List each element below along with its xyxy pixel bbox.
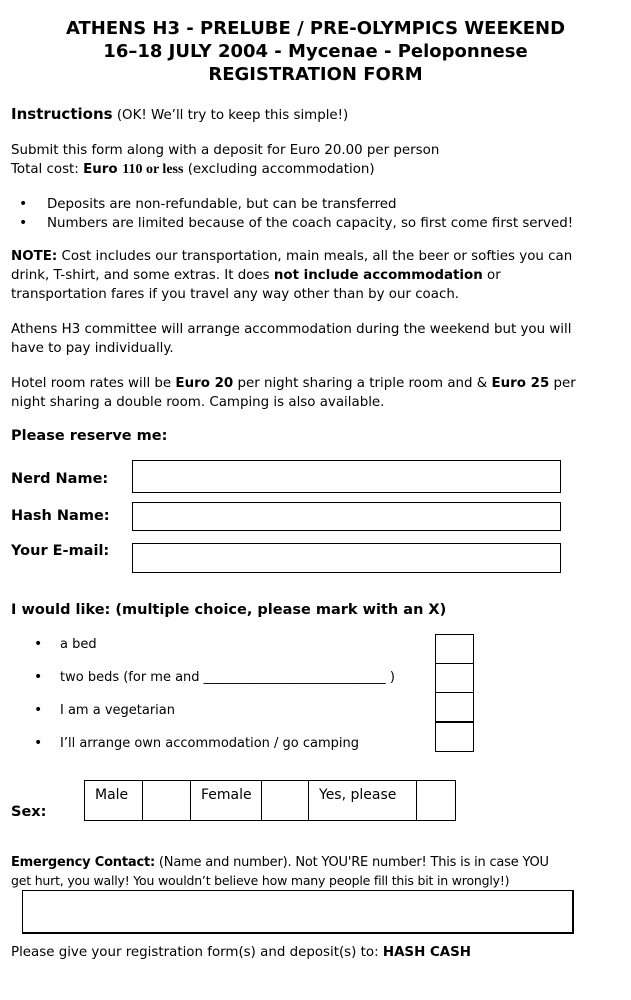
total-cost-line — [11, 160, 375, 179]
bullet-icon: • — [19, 215, 28, 231]
hotel-line-1 — [11, 374, 576, 393]
bullet-icon: • — [34, 636, 43, 652]
email-field[interactable] — [132, 543, 561, 573]
reserve-heading: Please reserve me: — [11, 428, 168, 444]
hotel-rate-triple: Euro 20 — [175, 376, 234, 391]
footer-text: Please give your registration form(s) and deposit(s) to: — [11, 945, 383, 960]
choice-label-vegetarian: I am a vegetarian — [60, 703, 175, 718]
total-suffix: (excluding accommodation) — [183, 162, 375, 177]
choice-item-bed — [34, 636, 97, 652]
choice-label-bed: a bed — [60, 637, 97, 652]
bullet-icon: • — [34, 702, 43, 718]
total-amount: 110 or less — [122, 162, 184, 177]
note-text-1: Cost includes our transportation, main meals, all the beer or softies you can — [57, 249, 573, 264]
note-line-1 — [11, 247, 572, 266]
sex-label: Sex: — [11, 804, 47, 820]
choice-item-own-accommodation — [34, 735, 360, 751]
title-line-2: 16–18 JULY 2004 - Mycenae - Peloponnese — [103, 41, 528, 62]
nerd-name-label: Nerd Name: — [11, 471, 109, 487]
checkbox-vegetarian[interactable] — [435, 692, 474, 722]
submit-text: Submit this form along with a deposit for Euro 20.00 per person — [11, 143, 440, 158]
note-label: NOTE: — [11, 249, 58, 264]
total-prefix: Total cost: — [11, 162, 84, 177]
sex-box-female[interactable] — [262, 781, 309, 820]
bullet-2-text: Numbers are limited because of the coach capacity, so first come first served! — [47, 216, 574, 231]
sex-box-male[interactable] — [143, 781, 191, 820]
hotel-line-2: night sharing a double room. Camping is also available. — [11, 395, 385, 410]
choice-item-two-beds — [34, 669, 395, 685]
instructions-note: (OK! We’ll try to keep this simple!) — [112, 108, 349, 123]
choices-heading: I would like: (multiple choice, please mark with an X) — [11, 602, 447, 618]
sex-options-table — [84, 780, 456, 821]
note-line-3: transportation fares if you travel any way other than by our coach. — [11, 287, 460, 302]
note-text-2a: drink, T-shirt, and some extras. It does — [11, 268, 274, 283]
bullet-1-text: Deposits are non-refundable, but can be transferred — [47, 197, 397, 212]
hotel-text-1e: per — [549, 376, 576, 391]
note-text-2b: not include accommodation — [273, 268, 483, 283]
choice-label-own-accommodation: I’ll arrange own accommodation / go camping — [60, 736, 360, 751]
emergency-contact-field[interactable] — [22, 890, 574, 934]
hotel-text-1c: per night sharing a triple room and & — [233, 376, 492, 391]
instructions-heading-line — [11, 105, 348, 125]
bullet-1-item — [19, 195, 397, 214]
committee-line-2: have to pay individually. — [11, 341, 174, 356]
sex-option-male-label: Male — [85, 781, 143, 820]
total-euro: Euro — [83, 162, 123, 177]
sex-option-yes-label: Yes, please — [309, 781, 417, 820]
email-label: Your E-mail: — [11, 543, 110, 559]
checkbox-bed[interactable] — [435, 634, 474, 664]
checkbox-two-beds[interactable] — [435, 663, 474, 693]
checkbox-own-accommodation[interactable] — [435, 722, 474, 752]
title-line-3: REGISTRATION FORM — [208, 64, 423, 85]
nerd-name-field[interactable] — [132, 460, 561, 493]
hotel-rate-double: Euro 25 — [491, 376, 550, 391]
note-line-2 — [11, 266, 501, 285]
hash-name-label: Hash Name: — [11, 508, 110, 524]
note-text-2c: or — [482, 268, 501, 283]
choice-item-vegetarian — [34, 702, 175, 718]
committee-line-1: Athens H3 committee will arrange accommodation during the weekend but you will — [11, 322, 572, 337]
bullet-icon: • — [19, 196, 28, 212]
choice-label-two-beds: two beds (for me and ____________________________ ) — [60, 670, 395, 685]
bullet-icon: • — [34, 669, 43, 685]
emergency-label: Emergency Contact: — [11, 855, 155, 870]
bullet-icon: • — [34, 735, 43, 751]
hash-name-field[interactable] — [132, 502, 561, 531]
bullet-2-item — [19, 214, 574, 233]
instructions-heading: Instructions — [11, 105, 113, 123]
footer-recipient: HASH CASH — [382, 945, 471, 960]
hotel-text-1a: Hotel room rates will be — [11, 376, 176, 391]
emergency-text-1: (Name and number). Not YOU'RE number! This is in case YOU — [154, 855, 549, 870]
title-line-1: ATHENS H3 - PRELUBE / PRE-OLYMPICS WEEKEND — [65, 18, 566, 39]
footer-line — [11, 943, 471, 962]
emergency-line-2: get hurt, you wally! You wouldn’t believe how many people fill this bit in wrongly!) — [11, 873, 510, 888]
sex-option-female-label: Female — [191, 781, 262, 820]
sex-box-yes[interactable] — [417, 781, 455, 820]
emergency-line-1 — [11, 853, 549, 872]
